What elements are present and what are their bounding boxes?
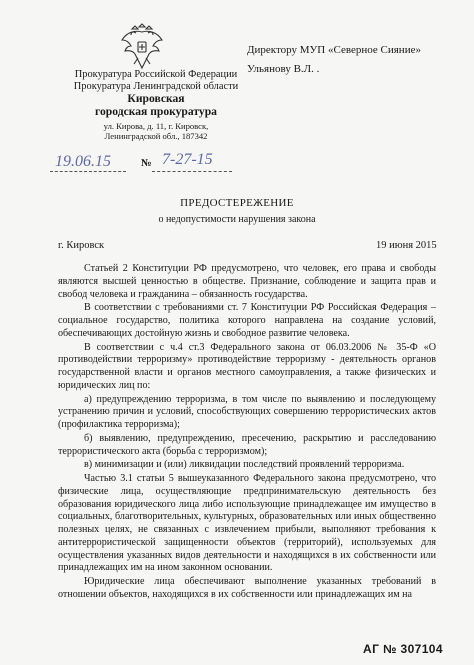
org-header: [40, 69, 272, 142]
place: г. Кировск: [58, 240, 105, 251]
document-title: ПРЕДОСТЕРЕЖЕНИЕ: [180, 197, 294, 209]
paragraph: В соответствии с ч.4 ст.3 Федерального закона от 06.03.2006 № 35-Ф «О противодействии терроризму» противодействие терроризму - деятельность органов государственной власти и органов местного самоуправления, а также физических и юридических лиц по:: [58, 341, 436, 391]
org-line-1: Прокуратура Российской Федерации: [74, 69, 238, 80]
document-subtitle: о недопустимости нарушения закона: [158, 214, 316, 225]
paragraph: В соответствии с требованиями ст. 7 Конституции РФ Российская Федерация – социальное государство, политика которого направлена на создание условий, обеспечивающих достойную жизнь и свободное развитие человека.: [58, 302, 436, 339]
org-address-1: ул. Кирова, д. 11, г. Кировск,: [103, 121, 209, 132]
org-name-line-1: Кировская: [127, 92, 185, 106]
paragraph: Юридические лица обеспечивают выполнение указанных требований в отношении объектов, находящихся в их собственности или принадлежащих им на: [58, 576, 436, 600]
paragraph: в) минимизации и (или) ликвидации последствий проявлений терроризма.: [84, 459, 405, 471]
number-label: №: [141, 158, 152, 169]
handwritten-number: 7-27-15: [162, 151, 213, 168]
paragraph: Частью 3.1 статьи 5 вышеуказанного Федерального закона предусмотрено, что физические лица, осуществляющие предпринимательскую деятельность без образования юридического лица либо использующие принадлежащее им имущество в социальных, благотворительных, культурных, образовательных или иных общественно полезных целях, не связанных с извлечением прибыли, выполняют требования к антитеррористической защищенности объектов (территорий), используемых для осуществления указанных видов деятельности и находящихся в их собственности или принадлежащих им на ином законном основании.: [58, 473, 436, 574]
document-body: [58, 263, 436, 603]
coat-of-arms-icon: [119, 20, 165, 72]
addressee-line-1: Директору МУП «Северное Сияние»: [247, 44, 421, 56]
document-date: 19 июня 2015: [376, 240, 437, 251]
paragraph: б) выявлению, предупреждению, пресечению, раскрытию и расследованию террористического акта (борьба с терроризмом);: [58, 432, 436, 457]
paragraph: а) предупреждению терроризма, в том числе по выявлению и последующему устранению причин и условий, способствующих совершению террористических актов (профилактика терроризма);: [58, 393, 436, 430]
form-serial-number: АГ № 307104: [363, 642, 443, 656]
addressee-block: [247, 41, 421, 79]
date-underline: [50, 171, 126, 172]
addressee-line-2: Ульянову В.Л. .: [247, 63, 320, 75]
handwritten-date: 19.06.15: [55, 153, 111, 170]
number-underline: [152, 171, 232, 172]
org-name-line-2: городская прокуратура: [95, 105, 217, 119]
paragraph: Статьей 2 Конституции РФ предусмотрено, что человек, его права и свободы являются высшей ценностью в обществе. Признание, соблюдение и защита прав и свобод человека и гражданина – обязанность государства.: [58, 263, 436, 300]
org-address-2: Ленинградской обл., 187342: [104, 130, 208, 141]
org-line-2: Прокуратура Ленинградской области: [73, 80, 239, 92]
